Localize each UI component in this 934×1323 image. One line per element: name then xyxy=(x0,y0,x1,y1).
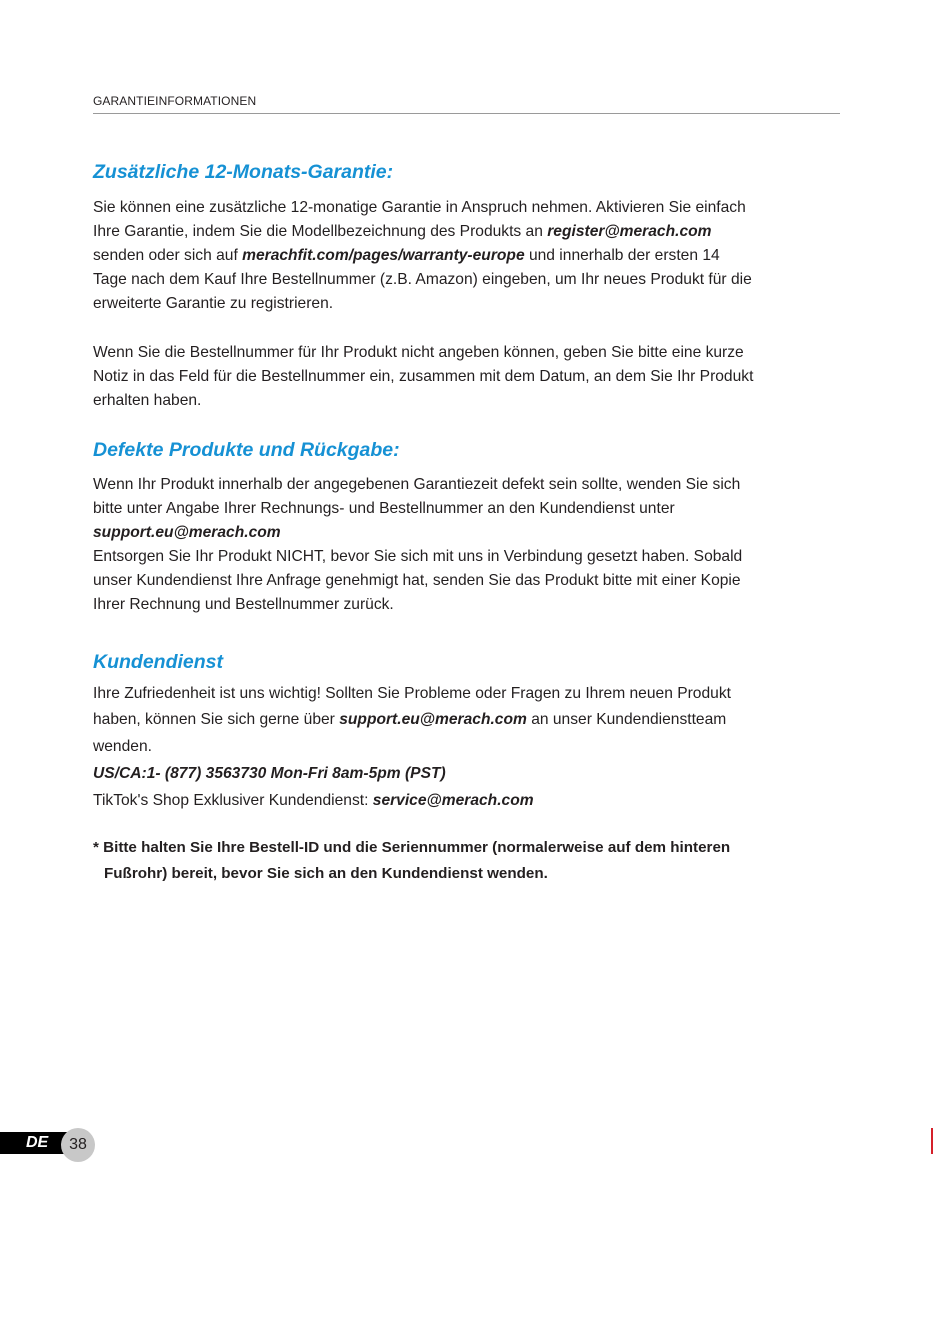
paragraph-line: erweiterte Garantie zu registrieren. xyxy=(93,295,334,312)
paragraph-line: Notiz in das Feld für die Bestellnummer ein, zusammen mit dem Datum, an dem Sie Ihr Produkt xyxy=(93,368,754,385)
warranty-url-link[interactable]: merachfit.com/pages/warranty-europe xyxy=(242,247,525,264)
paragraph-text: TikTok's Shop Exklusiver Kundendienst: xyxy=(93,792,373,809)
paragraph-line: bitte unter Angabe Ihrer Rechnungs- und Bestellnummer an den Kundendienst unter xyxy=(93,500,675,517)
paragraph-line: Tage nach dem Kauf Ihre Bestellnummer (z.B. Amazon) eingeben, um Ihr neues Produkt für die xyxy=(93,271,752,288)
page-badge xyxy=(0,1128,96,1156)
page-header xyxy=(93,94,840,114)
service-email-link[interactable]: service@merach.com xyxy=(372,792,534,809)
language-label: DE xyxy=(26,1134,49,1151)
paragraph-text: senden oder sich auf xyxy=(93,247,243,264)
paragraph-text: und innerhalb der ersten 14 xyxy=(524,247,720,264)
phone-number: US/CA:1- (877) 3563730 Mon-Fri 8am-5pm (PST) xyxy=(93,765,446,782)
paragraph-line: Entsorgen Sie Ihr Produkt NICHT, bevor Sie sich mit uns in Verbindung gesetzt haben. Sobald xyxy=(93,548,743,565)
paragraph-line: Ihre Zufriedenheit ist uns wichtig! Sollten Sie Probleme oder Fragen zu Ihrem neuen Produkt xyxy=(93,685,731,702)
note-line: * Bitte halten Sie Ihre Bestell-ID und die Seriennummer (normalerweise auf dem hinteren xyxy=(93,839,731,856)
section-title-defects: Defekte Produkte und Rückgabe: xyxy=(93,439,400,461)
register-email-link[interactable]: register@merach.com xyxy=(547,223,712,240)
paragraph-text: Ihre Garantie, indem Sie die Modellbezeichnung des Produkts an xyxy=(93,223,548,240)
paragraph-line xyxy=(93,710,726,730)
paragraph-line: wenden. xyxy=(93,738,152,755)
paragraph-text: haben, können Sie sich gerne über xyxy=(93,711,340,728)
note-line: Fußrohr) bereit, bevor Sie sich an den Kundendienst wenden. xyxy=(104,865,548,882)
edge-marker xyxy=(931,1128,933,1154)
paragraph-line: erhalten haben. xyxy=(93,392,202,409)
paragraph-line: unser Kundendienst Ihre Anfrage genehmigt hat, senden Sie das Produkt bitte mit einer Kopie xyxy=(93,572,741,589)
paragraph-line: Wenn Ihr Produkt innerhalb der angegebenen Garantiezeit defekt sein sollte, wenden Sie sich xyxy=(93,476,741,493)
header-title: GARANTIEINFORMATIONEN xyxy=(93,94,257,108)
paragraph-line xyxy=(93,246,720,266)
support-email-link[interactable]: support.eu@merach.com xyxy=(339,711,527,728)
support-email-link[interactable]: support.eu@merach.com xyxy=(93,524,281,541)
section-title-extra-warranty: Zusätzliche 12-Monats-Garantie: xyxy=(93,161,394,183)
paragraph-line: Wenn Sie die Bestellnummer für Ihr Produkt nicht angeben können, geben Sie bitte eine kurze xyxy=(93,344,744,361)
paragraph-line xyxy=(93,222,712,242)
section-title-customer-service: Kundendienst xyxy=(93,651,223,673)
paragraph-line xyxy=(93,791,534,811)
paragraph-line: Sie können eine zusätzliche 12-monatige Garantie in Anspruch nehmen. Aktivieren Sie einfach xyxy=(93,199,746,216)
paragraph-line: Ihrer Rechnung und Bestellnummer zurück. xyxy=(93,596,394,613)
paragraph-text: an unser Kundendienstteam xyxy=(526,711,727,728)
page-number: 38 xyxy=(61,1128,95,1162)
